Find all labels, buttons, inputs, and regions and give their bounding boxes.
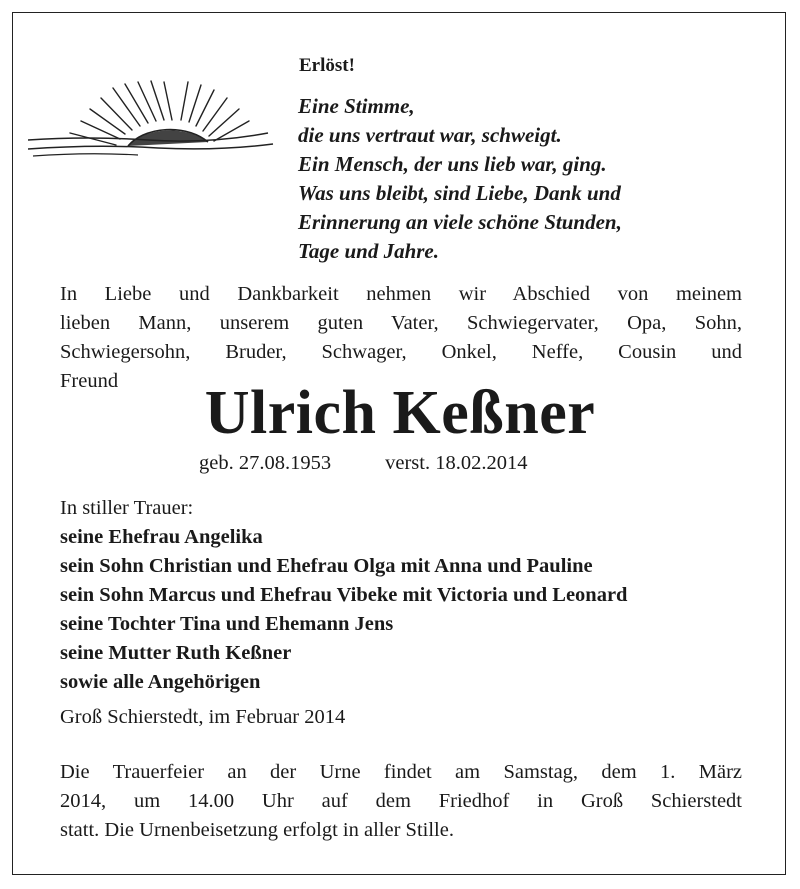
sunset-icon — [28, 78, 278, 168]
intro-line: Schwiegersohn, Bruder, Schwager, Onkel, Neffe, Cousin und — [60, 341, 742, 363]
funeral-line: 2014, um 14.00 Uhr auf dem Friedhof in Groß Schierstedt — [60, 790, 742, 812]
intro-line: Freund — [60, 370, 119, 392]
poem-line: Ein Mensch, der uns lieb war, ging. — [298, 152, 607, 176]
poem — [298, 92, 622, 266]
poem-line: Erinnerung an viele schöne Stunden, — [298, 210, 622, 234]
funeral-line: statt. Die Urnenbeisetzung erfolgt in aller Stille. — [60, 819, 454, 841]
birth-date: geb. 27.08.1953 — [199, 452, 332, 474]
poem-line: Tage und Jahre. — [298, 239, 440, 263]
place-date: Groß Schierstedt, im Februar 2014 — [60, 706, 346, 728]
mourner-line: seine Tochter Tina und Ehemann Jens — [60, 613, 394, 635]
mourner-line: sein Sohn Christian und Ehefrau Olga mit Anna und Pauline — [60, 555, 593, 577]
motto-title: Erlöst! — [299, 55, 355, 76]
deceased-name: Ulrich Keßner — [204, 379, 596, 447]
intro-line: In Liebe und Dankbarkeit nehmen wir Abschied von meinem — [60, 283, 742, 305]
poem-line: Eine Stimme, — [298, 94, 415, 118]
mourner-line: sein Sohn Marcus und Ehefrau Vibeke mit Victoria und Leonard — [60, 584, 628, 606]
mourner-line: sowie alle Angehörigen — [60, 671, 261, 693]
funeral-info — [60, 758, 742, 845]
mourners-list — [60, 494, 627, 697]
mourner-line: seine Mutter Ruth Keßner — [60, 642, 292, 664]
mourners-heading: In stiller Trauer: — [60, 497, 194, 519]
death-date: verst. 18.02.2014 — [385, 452, 528, 474]
poem-line: die uns vertraut war, schweigt. — [298, 123, 562, 147]
intro-line: lieben Mann, unserem guten Vater, Schwiegervater, Opa, Sohn, — [60, 312, 742, 334]
poem-line: Was uns bleibt, sind Liebe, Dank und — [298, 181, 621, 205]
mourner-line: seine Ehefrau Angelika — [60, 526, 263, 548]
life-dates — [199, 452, 527, 475]
funeral-line: Die Trauerfeier an der Urne findet am Samstag, dem 1. März — [60, 761, 742, 783]
